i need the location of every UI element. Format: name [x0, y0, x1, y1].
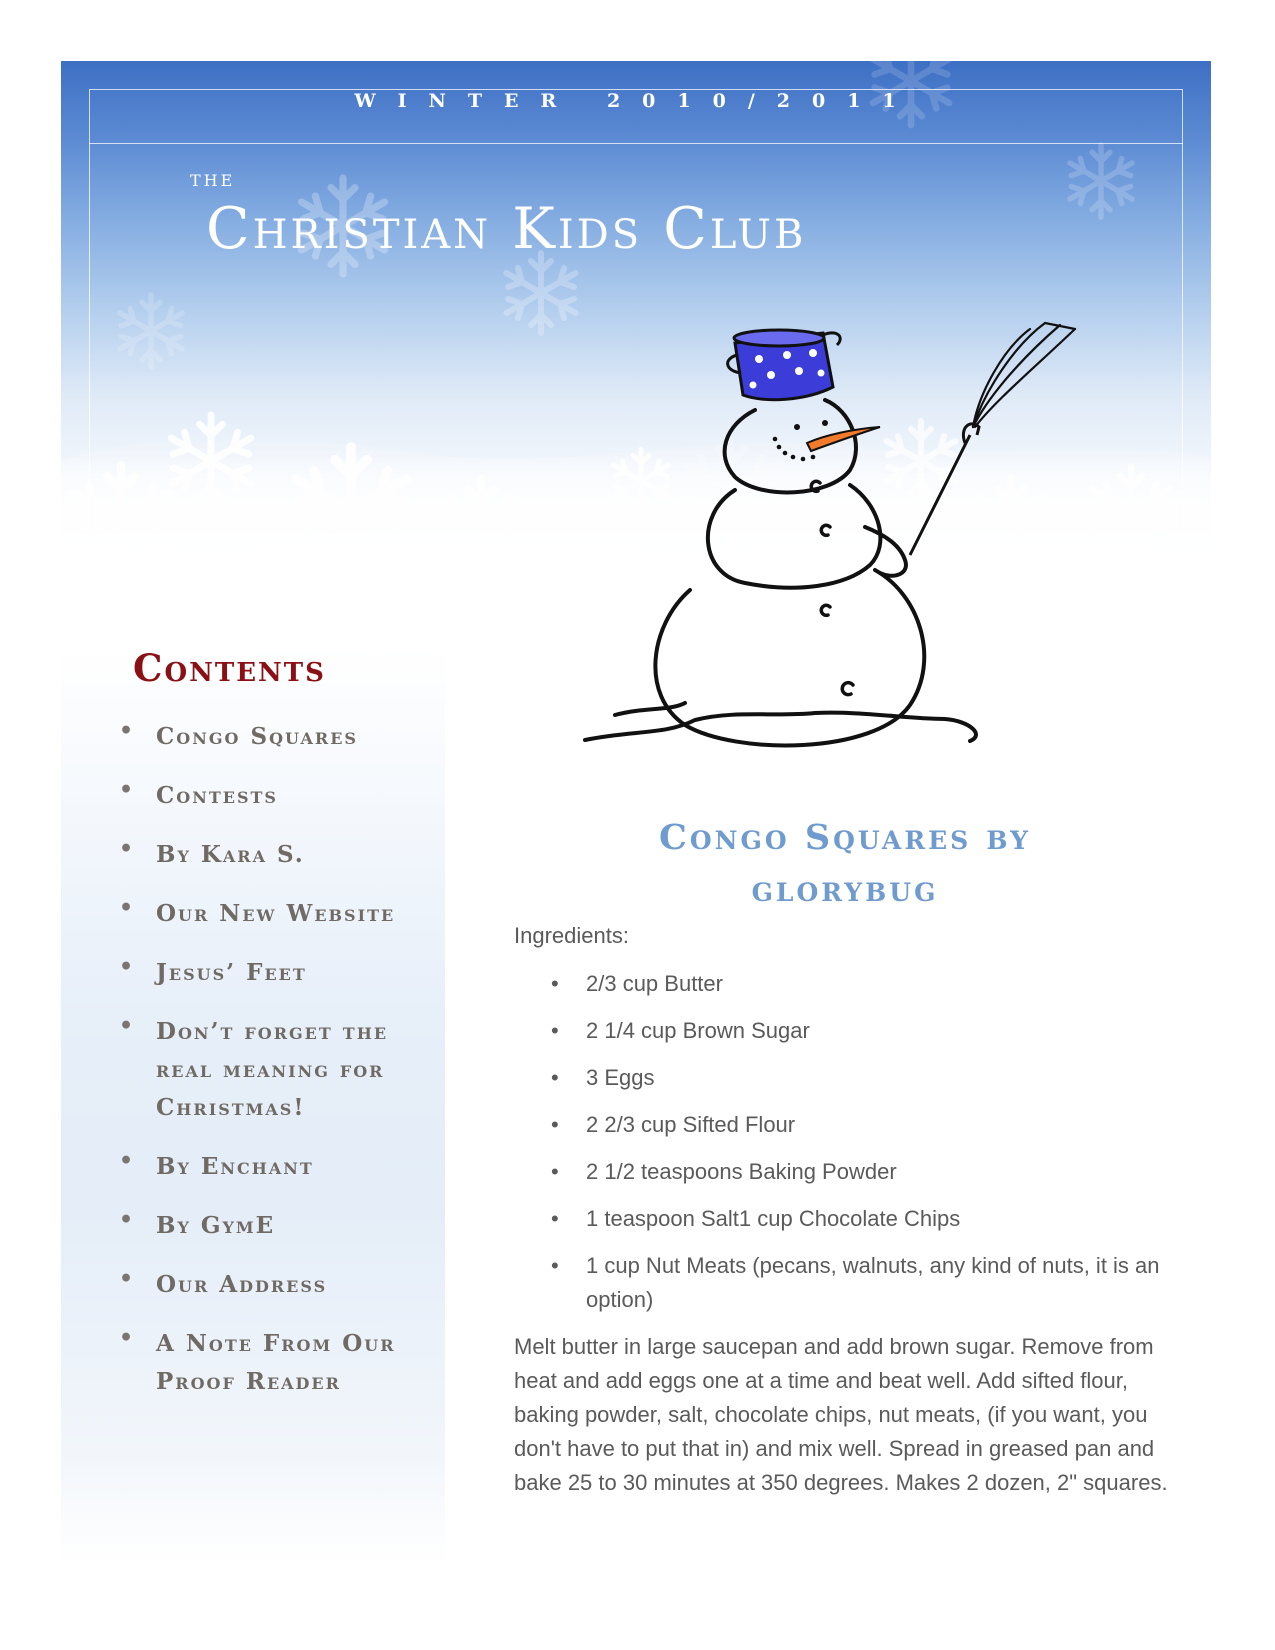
bullet-icon: •: [119, 895, 136, 921]
ingredients-list: [548, 967, 1178, 1330]
ingredient-text: 2/3 cup Butter: [586, 971, 723, 996]
toc-item-label: Congo Squares: [156, 723, 358, 750]
toc-item[interactable]: [117, 1013, 437, 1127]
masthead-title: Christian Kids Club: [206, 196, 807, 262]
toc-item-label: Jesus’ Feet: [156, 959, 307, 986]
ingredient-item: [548, 967, 1178, 1001]
bullet-icon: •: [119, 1325, 136, 1351]
toc-item-label: Contests: [156, 782, 278, 809]
toc-item[interactable]: [117, 718, 437, 756]
ingredients-label: Ingredients:: [514, 923, 629, 948]
toc-item[interactable]: [117, 836, 437, 874]
bullet-icon: •: [119, 1207, 136, 1233]
ingredient-item: [548, 1249, 1178, 1317]
bullet-icon: •: [551, 1065, 559, 1090]
header-divider: [89, 143, 1183, 144]
ingredient-item: [548, 1155, 1178, 1189]
bullet-icon: •: [119, 777, 136, 803]
toc-item-label: By GymE: [156, 1212, 276, 1239]
bullet-icon: •: [119, 836, 136, 862]
bullet-icon: •: [551, 1112, 559, 1137]
bullet-icon: •: [119, 718, 136, 744]
ingredient-item: [548, 1061, 1178, 1095]
toc-item-label: A Note From Our Proof Reader: [156, 1330, 396, 1395]
ingredient-text: 2 2/3 cup Sifted Flour: [586, 1112, 796, 1137]
ingredient-text: 2 1/4 cup Brown Sugar: [586, 1018, 810, 1043]
bullet-icon: •: [551, 1206, 559, 1231]
ingredient-text: 1 teaspoon Salt1 cup Chocolate Chips: [586, 1206, 961, 1231]
toc-item[interactable]: [117, 1207, 437, 1245]
issue-season: WINTER 2010/2011: [354, 90, 918, 112]
bullet-icon: •: [119, 1013, 136, 1039]
toc-item-label: Our New Website: [156, 900, 396, 927]
ingredient-text: 1 cup Nut Meats (pecans, walnuts, any kind of nuts, it is an option): [586, 1253, 1160, 1312]
ingredient-text: 2 1/2 teaspoons Baking Powder: [586, 1159, 897, 1184]
ingredient-item: [548, 1108, 1178, 1142]
bullet-icon: •: [551, 1159, 559, 1184]
toc-item[interactable]: [117, 1148, 437, 1186]
bullet-icon: •: [551, 971, 559, 996]
ingredient-item: [548, 1014, 1178, 1048]
toc-item[interactable]: [117, 1325, 437, 1401]
toc-item[interactable]: [117, 1266, 437, 1304]
ingredient-item: [548, 1202, 1178, 1236]
bullet-icon: •: [119, 1148, 136, 1174]
bullet-icon: •: [551, 1018, 559, 1043]
ingredient-text: 3 Eggs: [586, 1065, 655, 1090]
contents-heading: Contents: [133, 646, 326, 690]
bullet-icon: •: [119, 954, 136, 980]
contents-list: [117, 718, 437, 1422]
bullet-icon: •: [119, 1266, 136, 1292]
toc-item[interactable]: [117, 954, 437, 992]
toc-item-label: By Enchant: [156, 1153, 314, 1180]
toc-item-label: Our Address: [156, 1271, 328, 1298]
article-title: Congo Squares by glorybug: [659, 817, 1031, 910]
bullet-icon: •: [551, 1253, 559, 1278]
masthead-kicker: the: [190, 166, 236, 192]
toc-item[interactable]: [117, 777, 437, 815]
toc-item-label: By Kara S.: [156, 841, 305, 868]
toc-item-label: Don’t forget the real meaning for Christmas!: [156, 1018, 389, 1121]
toc-item[interactable]: [117, 895, 437, 933]
snowman-illustration: [575, 315, 1135, 795]
recipe-instructions: Melt butter in large saucepan and add brown sugar. Remove from heat and add eggs one at a time and beat well. Add sifted flour, baking powder, salt, chocolate chips, nut meats, (if you want, you don't have to put that in) and mix well. Spread in greased pan and bake 25 to 30 minutes at 350 degrees. Makes 2 dozen, 2" squares.: [514, 1334, 1168, 1495]
